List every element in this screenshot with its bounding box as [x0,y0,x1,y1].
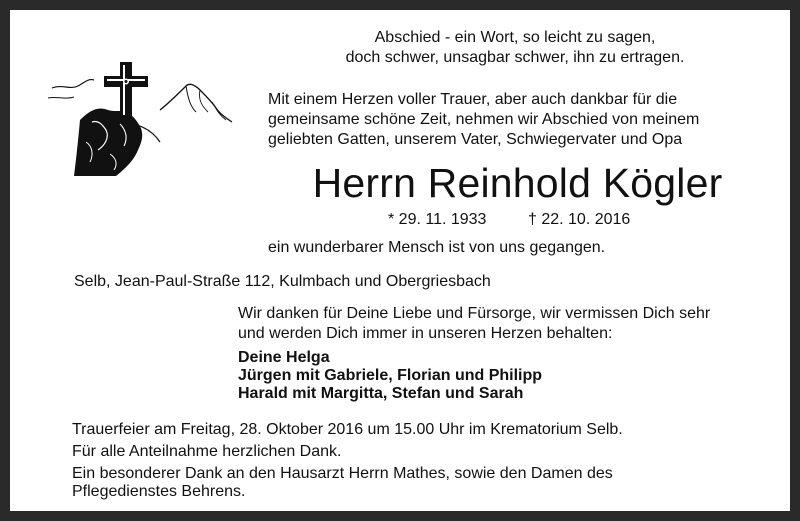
mountain-cross-icon [40,50,240,180]
thanks-line-1: Wir danken für Deine Liebe und Fürsorge, wir vermissen Dich sehr [238,305,711,322]
special-thanks-line-1: Ein besonderer Dank an den Hausarzt Herrn Mathes, sowie den Damen des [72,465,613,482]
ceremony-info: Trauerfeier am Freitag, 28. Oktober 2016 um 15.00 Uhr im Krematorium Selb. [72,421,623,438]
family-member: Deine Helga [238,349,330,366]
intro-line-1: Mit einem Herzen voller Trauer, aber auch dankbar für die [268,91,678,108]
poem-line-2: doch schwer, unsagbar schwer, ihn zu ertragen. [345,49,685,66]
death-date: † 22. 10. 2016 [528,211,631,228]
intro-line-2: gemeinsame schöne Zeit, nehmen wir Abschied von meinem [268,111,700,128]
birth-date: * 29. 11. 1933 [388,211,487,228]
gratitude-line: Für alle Anteilnahme herzlichen Dank. [72,443,342,460]
special-thanks-line-2: Pflegedienstes Behrens. [72,483,246,500]
deceased-name: Herrn Reinhold Kögler [312,160,723,206]
thanks-line-2: und werden Dich immer in unseren Herzen behalten: [238,325,613,342]
intro-line-3: geliebten Gatten, unserem Vater, Schwiegervater und Opa [268,131,683,148]
poem-line-1: Abschied - ein Wort, so leicht zu sagen, [374,29,656,46]
epitaph: ein wunderbarer Mensch ist von uns gegangen. [268,239,606,256]
family-member: Harald mit Margitta, Stefan und Sarah [238,385,524,402]
address-line: Selb, Jean-Paul-Straße 112, Kulmbach und Obergriesbach [74,273,491,290]
family-member: Jürgen mit Gabriele, Florian und Philipp [238,367,543,384]
